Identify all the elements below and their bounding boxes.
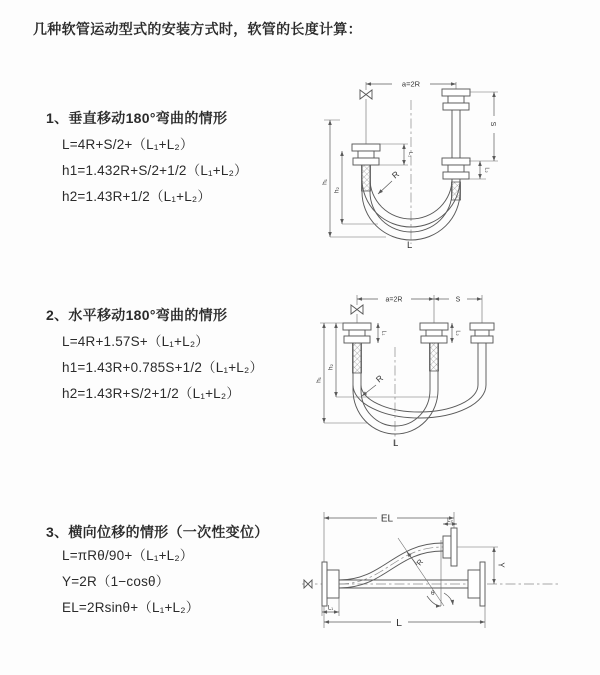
valve-icon bbox=[304, 580, 312, 588]
section2-formula-h2: h2=1.43R+S/2+1/2（L₁+L₂） bbox=[62, 386, 241, 401]
dim-label-h1: h₁ bbox=[315, 377, 323, 383]
dim-label-a2r: a=2R bbox=[385, 296, 403, 304]
section1-heading: 1、垂直移动180°弯曲的情形 bbox=[46, 110, 228, 126]
dim-label-l2: L₂ bbox=[483, 167, 490, 173]
braided-section bbox=[353, 343, 362, 373]
section2-formula-l: L=4R+1.57S+（L₁+L₂） bbox=[62, 334, 209, 349]
diagram-horizontal-180-bend bbox=[312, 285, 600, 453]
dim-label-a2r: a=2R bbox=[401, 79, 421, 89]
dim-label-y: Y bbox=[496, 562, 506, 568]
hose-s-curve bbox=[302, 528, 558, 606]
dim-label-r: R bbox=[414, 557, 426, 568]
dim-label-l2: L₂ bbox=[447, 518, 453, 524]
valve-icon bbox=[360, 82, 372, 144]
section3-formula-l: L=πRθ/90+（L₁+L₂） bbox=[62, 548, 194, 563]
dim-label-l1: L₁ bbox=[407, 152, 413, 157]
braided-section bbox=[452, 182, 461, 200]
section3-heading: 3、横向位移的情形（一次性变位） bbox=[46, 524, 269, 540]
dim-label-s: S bbox=[455, 296, 461, 304]
section1-formula-h2: h2=1.43R+1/2（L₁+L₂） bbox=[62, 189, 212, 204]
diagram-vertical-180-bend bbox=[316, 72, 588, 252]
section2-formula-h1: h1=1.43R+0.785S+1/2（L₁+L₂） bbox=[62, 360, 264, 375]
dim-label-r: R bbox=[373, 372, 385, 385]
section1-formula-l: L=4R+S/2+（L₁+L₂） bbox=[62, 137, 194, 152]
section3-formula-y: Y=2R（1−cosθ） bbox=[62, 574, 170, 589]
braided-section bbox=[362, 165, 371, 191]
page-title: 几种软管运动型式的安装方式时，软管的长度计算： bbox=[33, 21, 362, 37]
dim-label-s: S bbox=[489, 121, 496, 127]
dim-label-l: L bbox=[396, 617, 402, 629]
dim-label-h1: h₁ bbox=[321, 179, 329, 185]
dim-label-l: L bbox=[407, 240, 413, 251]
dimensions bbox=[322, 80, 499, 252]
dim-label-r: R bbox=[389, 168, 401, 181]
dim-label-l1: L₁ bbox=[327, 605, 334, 612]
dim-label-l2: L₂ bbox=[454, 330, 461, 336]
dim-label-l: L bbox=[393, 438, 399, 449]
dim-label-l1: L₁ bbox=[380, 330, 387, 336]
dim-label-el: EL bbox=[380, 513, 394, 525]
dim-label-h2: h₂ bbox=[333, 186, 341, 194]
section2-heading: 2、水平移动180°弯曲的情形 bbox=[46, 307, 228, 323]
hose-u-shapes bbox=[353, 343, 487, 445]
angle-label-theta: θ bbox=[431, 590, 435, 597]
section3-formula-el: EL=2Rsinθ+（L₁+L₂） bbox=[62, 600, 200, 615]
section1-formula-h1: h1=1.432R+S/2+1/2（L₁+L₂） bbox=[62, 163, 248, 178]
dim-label-h2: h₂ bbox=[327, 363, 335, 371]
diagram-lateral-displacement bbox=[294, 502, 590, 652]
flange-fittings bbox=[343, 323, 494, 343]
braided-section bbox=[430, 343, 439, 371]
